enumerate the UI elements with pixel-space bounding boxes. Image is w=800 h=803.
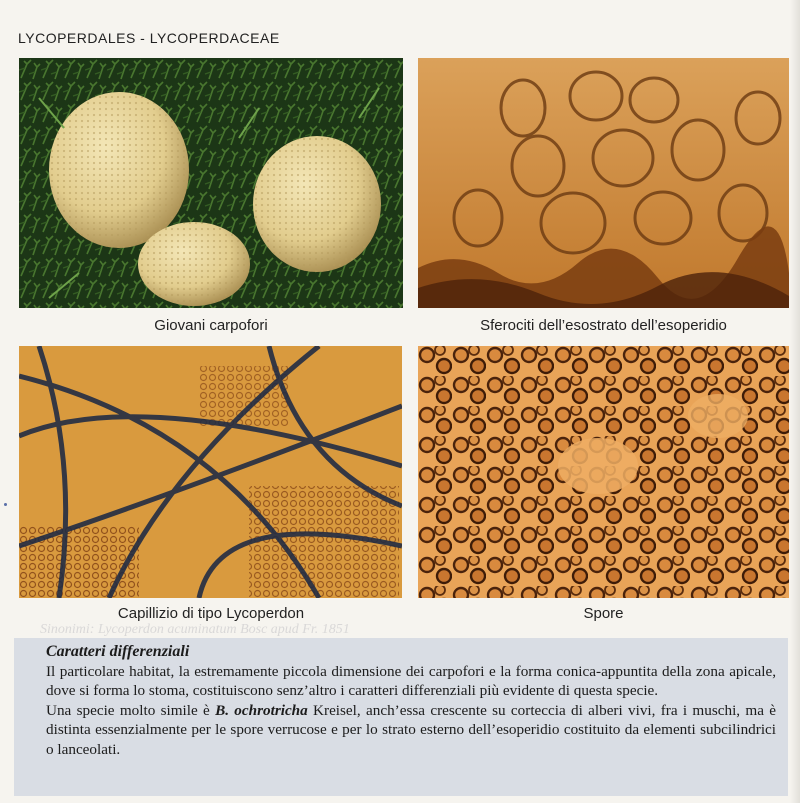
section-title: Caratteri differenziali (46, 643, 190, 660)
paragraph-1: Il particolare habitat, la estremamente piccola dimensione dei carpofori e la forma conica-appuntita della zona apicale, dove si forma lo stoma, costituiscono senz’altro i caratteri differenziali più evidente di questa specie. (46, 662, 776, 700)
page-edge-shadow (790, 0, 800, 803)
species-name: B. ochrotricha (215, 701, 308, 719)
spores-microscopy-image (418, 346, 789, 598)
page-header: LYCOPERDALES - LYCOPERDACEAE (18, 30, 280, 46)
caption-photo-1: Giovani carpofori (154, 317, 268, 334)
caption-photo-2: Sferociti dell’esostrato dell’esoperidio (480, 317, 727, 334)
description-box (14, 638, 788, 796)
caption-photo-3: Capillizio di tipo Lycoperdon (117, 605, 305, 622)
photo-capillitium (19, 346, 402, 598)
paragraph-2-end: Kreisel, anch’essa crescente su corteccia di alberi vivi, fra i muschi, ma è distinta essenzialmente per le spore verrucose e per lo strato esterno dell’esoperidio costituito da elementi subcilindrici o lanceolati. (46, 701, 776, 758)
paragraph-2-start: Una specie molto simile è (46, 701, 216, 719)
paragraph-2 (46, 701, 776, 760)
photo-young-fruiting-bodies (19, 58, 403, 308)
photo-spherocysts (418, 58, 789, 308)
puffball-photo-image (19, 58, 403, 308)
spherocysts-microscopy-image (418, 58, 789, 308)
capillitium-microscopy-image (19, 346, 402, 598)
margin-dot (4, 503, 7, 506)
description-text (46, 642, 776, 760)
show-through-line-1: Sinonimi: Lycoperdon acuminatum Bosc apud Fr. 1851 (40, 622, 350, 637)
photo-spores (418, 346, 789, 598)
caption-photo-4: Spore (583, 605, 624, 622)
